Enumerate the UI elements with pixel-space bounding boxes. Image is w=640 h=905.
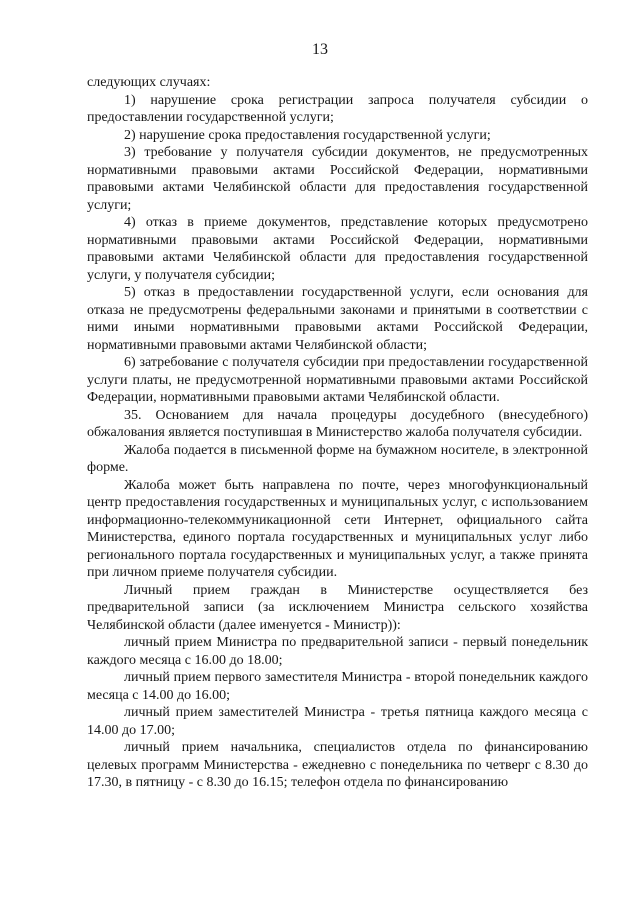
paragraph-item-3: 3) требование у получателя субсидии документов, не предусмотренных нормативными правовыми актами Российской Федерации, нормативными правовыми актами Челябинской области для предоставления государственной услуги;	[87, 145, 588, 213]
paragraph-deputies-reception: личный прием заместителей Министра - третья пятница каждого месяца с 14.00 до 17.00;	[87, 705, 588, 738]
paragraph-personal-reception: Личный прием граждан в Министерстве осуществляется без предварительной записи (за исключением Министра сельского хозяйства Челябинской области (далее именуется - Министр)):	[87, 582, 588, 633]
paragraph-department-reception: личный прием начальника, специалистов отдела по финансированию целевых программ Министерства - ежедневно с понедельника по четверг с 8.30 до 17.30, в пятницу - с 8.30 до 16.15; телефон отдела по финансированию	[87, 740, 588, 790]
paragraph-item-2: 2) нарушение срока предоставления государственной услуги;	[124, 127, 491, 143]
paragraph-first-deputy-reception: личный прием первого заместителя Министра - второй понедельник каждого месяца с 14.00 до 16.00;	[87, 670, 588, 703]
paragraph-section-35: 35. Основанием для начала процедуры досудебного (внесудебного) обжалования является поступившая в Министерство жалоба получателя субсидии.	[87, 407, 588, 440]
paragraph-minister-reception: личный прием Министра по предварительной записи - первый понедельник каждого месяца с 16.00 до 18.00;	[87, 635, 588, 668]
paragraph-item-6: 6) затребование с получателя субсидии при предоставлении государственной услуги платы, не предусмотренной нормативными правовыми актами Российской Федерации, нормативными правовыми актами Челябинской области.	[87, 355, 588, 405]
page-number: 13	[312, 41, 328, 58]
paragraph-complaint-channels: Жалоба может быть направлена по почте, через многофункциональный центр предоставления государственных и муниципальных услуг, с использованием информационно-телекоммуникационной сети Интернет, официального сайта Министерства, единого портала государственных и муниципальных услуг либо регионального портала государственных и муниципальных услуг, а также принята при личном приеме получателя субсидии.	[87, 477, 588, 580]
paragraph-complaint-form: Жалоба подается в письменной форме на бумажном носителе, в электронной форме.	[87, 442, 588, 475]
paragraph-continuation: следующих случаях:	[87, 75, 211, 90]
paragraph-item-5: 5) отказ в предоставлении государственной услуги, если основания для отказа не предусмотрены федеральными законами и принятыми в соответствии с ними иными нормативными правовыми актами Российской Федерации, нормативными правовыми актами Челябинской области;	[87, 285, 588, 353]
document-body	[87, 74, 588, 792]
paragraph-item-1: 1) нарушение срока регистрации запроса получателя субсидии о предоставлении государственной услуги;	[87, 92, 588, 125]
paragraph-item-4: 4) отказ в приеме документов, представление которых предусмотрено нормативными правовыми актами Российской Федерации, нормативными правовыми актами Челябинской области для предоставления государственной услуги, у получателя субсидии;	[87, 215, 588, 283]
